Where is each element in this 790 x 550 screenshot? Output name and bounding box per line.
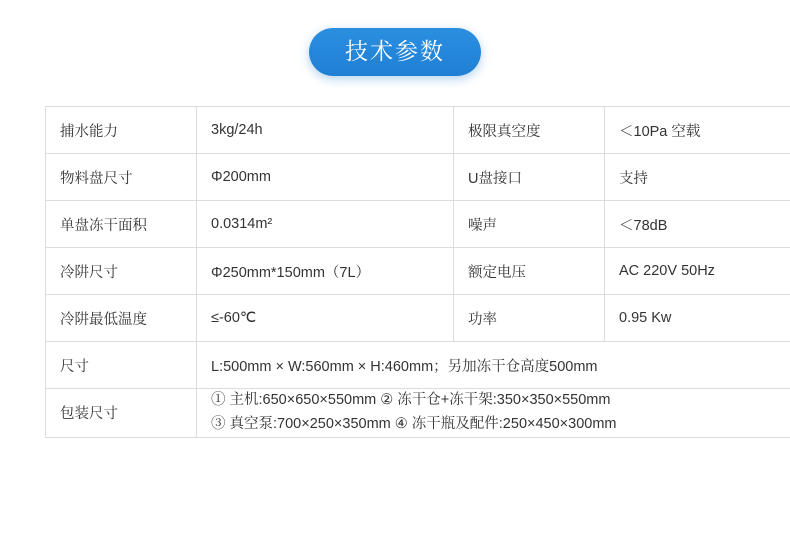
- row-value: AC 220V 50Hz: [605, 248, 790, 295]
- row-label: 物料盘尺寸: [46, 154, 197, 201]
- table-row: [46, 248, 790, 295]
- package-line-1: ① 主机:650×650×550mm ② 冻干仓+冻干架:350×350×550mm: [211, 392, 611, 408]
- row-value: 0.0314m²: [197, 201, 454, 248]
- row-value: Φ250mm*150mm（7L）: [197, 248, 454, 295]
- row-label: 额定电压: [454, 248, 605, 295]
- row-label: U盘接口: [454, 154, 605, 201]
- row-label: 尺寸: [46, 342, 197, 389]
- row-label: 冷阱尺寸: [46, 248, 197, 295]
- row-value: ＜10Pa 空载: [605, 107, 790, 154]
- row-label: 单盘冻干面积: [46, 201, 197, 248]
- row-label: 功率: [454, 295, 605, 342]
- table-row: [46, 107, 790, 154]
- table-row-package: [46, 389, 790, 438]
- page-title: 技术参数: [309, 28, 481, 76]
- row-label: 极限真空度: [454, 107, 605, 154]
- row-value: ＜78dB: [605, 201, 790, 248]
- title-bar: [0, 0, 790, 76]
- table-row: [46, 154, 790, 201]
- row-label: 冷阱最低温度: [46, 295, 197, 342]
- row-label: 噪声: [454, 201, 605, 248]
- table-row: [46, 295, 790, 342]
- package-line-2: ③ 真空泵:700×250×350mm ④ 冻干瓶及配件:250×450×300mm: [211, 415, 617, 432]
- spec-table-container: [45, 106, 745, 438]
- row-value: L:500mm × W:560mm × H:460mm；另加冻干仓高度500mm: [197, 342, 790, 389]
- row-value-package: [197, 389, 790, 438]
- row-label: 捕水能力: [46, 107, 197, 154]
- row-value: 0.95 Kw: [605, 295, 790, 342]
- table-row: [46, 201, 790, 248]
- row-value: 支持: [605, 154, 790, 201]
- row-value: Φ200mm: [197, 154, 454, 201]
- row-label: 包装尺寸: [46, 389, 197, 438]
- row-value: 3kg/24h: [197, 107, 454, 154]
- spec-table: [45, 106, 790, 438]
- table-row-size: [46, 342, 790, 389]
- row-value: ≤-60℃: [197, 295, 454, 342]
